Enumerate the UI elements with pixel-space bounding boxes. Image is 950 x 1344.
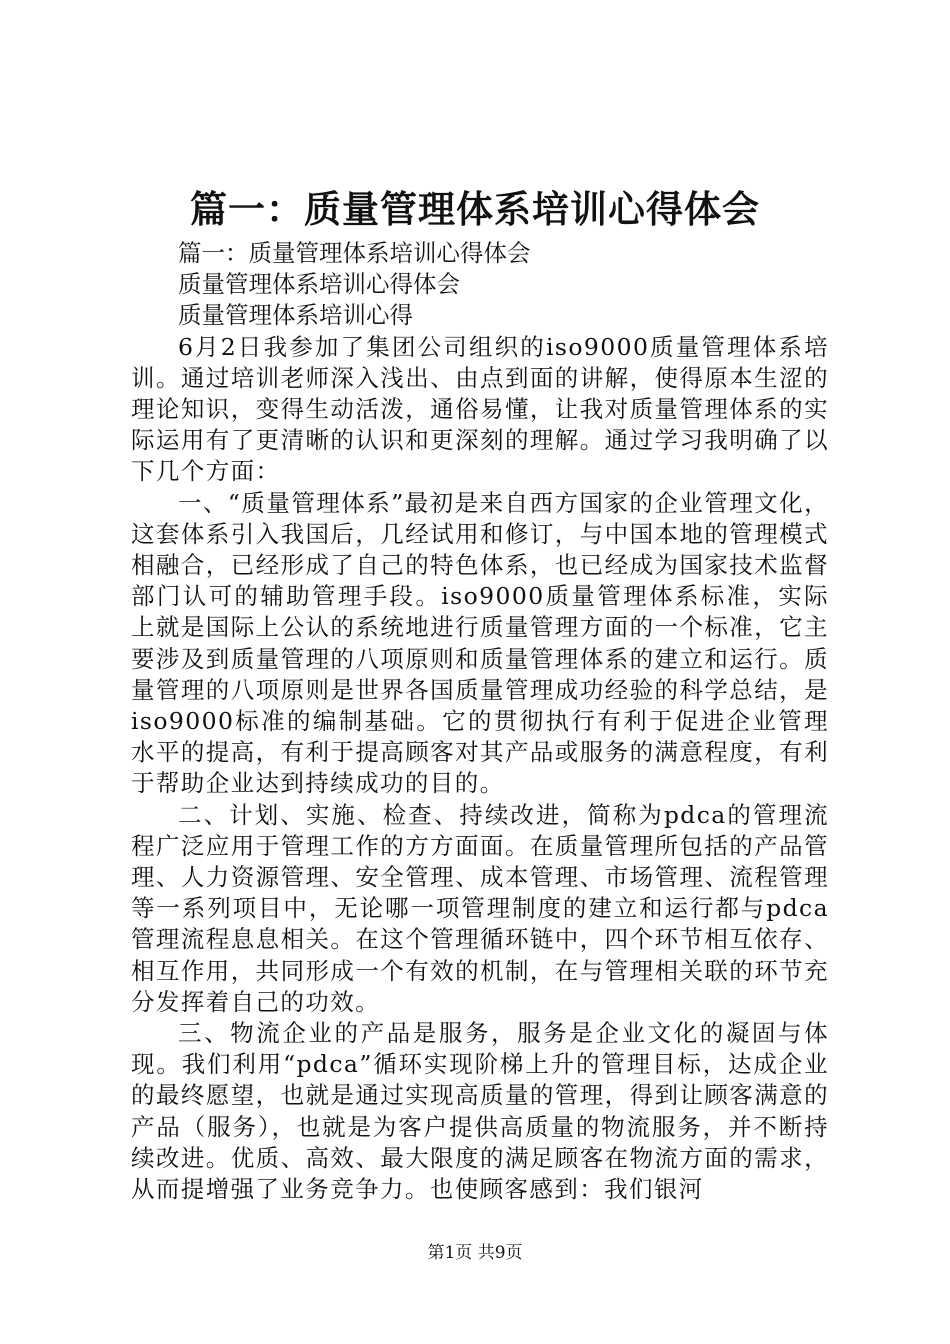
document-title: 篇一：质量管理体系培训心得体会 xyxy=(190,187,760,231)
paragraph-one: 一、“质量管理体系”最初是来自西方国家的企业管理文化，这套体系引入我国后，几经试用和修订，与中国本地的管理模式相融合，已经形成了自己的特色体系，也已经成为国家技术监督部门认可的辅助管理手段。iso9000质量管理体系标准，实际上就是国际上公认的系统地进行质量管理方面的一个标准，它主要涉及到质量管理的八项原则和质量管理体系的建立和运行。质量管理的八项原则是世界各国质量管理成功经验的科学总结，是iso9000标准的编制基础。它的贯彻执行有利于促进企业管理水平的提高，有利于提高顾客对其产品或服务的满意程度，有利于帮助企业达到持续成功的目的。 xyxy=(131,488,829,798)
subtitle-1: 篇一：质量管理体系培训心得体会 xyxy=(178,239,531,267)
page-footer: 第1页 共9页 xyxy=(427,1243,523,1263)
paragraph-two: 二、计划、实施、检查、持续改进，简称为pdca的管理流程广泛应用于管理工作的方方面面。在质量管理所包括的产品管理、人力资源管理、安全管理、成本管理、市场管理、流程管理等一系列项目中，无论哪一项管理制度的建立和运行都与pdca管理流程息息相关。在这个管理循环链中，四个环节相互依存、相互作用，共同形成一个有效的机制，在与管理相关联的环节充分发挥着自己的功效。 xyxy=(131,800,829,1016)
document-body xyxy=(131,238,829,1205)
subtitle-3: 质量管理体系培训心得 xyxy=(178,301,413,330)
paragraph-intro: 6月2日我参加了集团公司组织的iso9000质量管理体系培训。通过培训老师深入浅出、由点到面的讲解，使得原本生涩的理论知识，变得生动活泼，通俗易懂，让我对质量管理体系的实际运用有了更清晰的认识和更深刻的理解。通过学习我明确了以下几个方面： xyxy=(131,332,829,486)
subtitle-2: 质量管理体系培训心得体会 xyxy=(178,270,460,299)
paragraph-three: 三、物流企业的产品是服务，服务是企业文化的凝固与体现。我们利用“pdca”循环实现阶梯上升的管理目标，达成企业的最终愿望，也就是通过实现高质量的管理，得到让顾客满意的产品（服务），也就是为客户提供高质量的物流服务，并不断持续改进。优质、高效、最大限度的满足顾客在物流方面的需求，从而提增强了业务竞争力。也使顾客感到：我们银河 xyxy=(131,1019,829,1204)
